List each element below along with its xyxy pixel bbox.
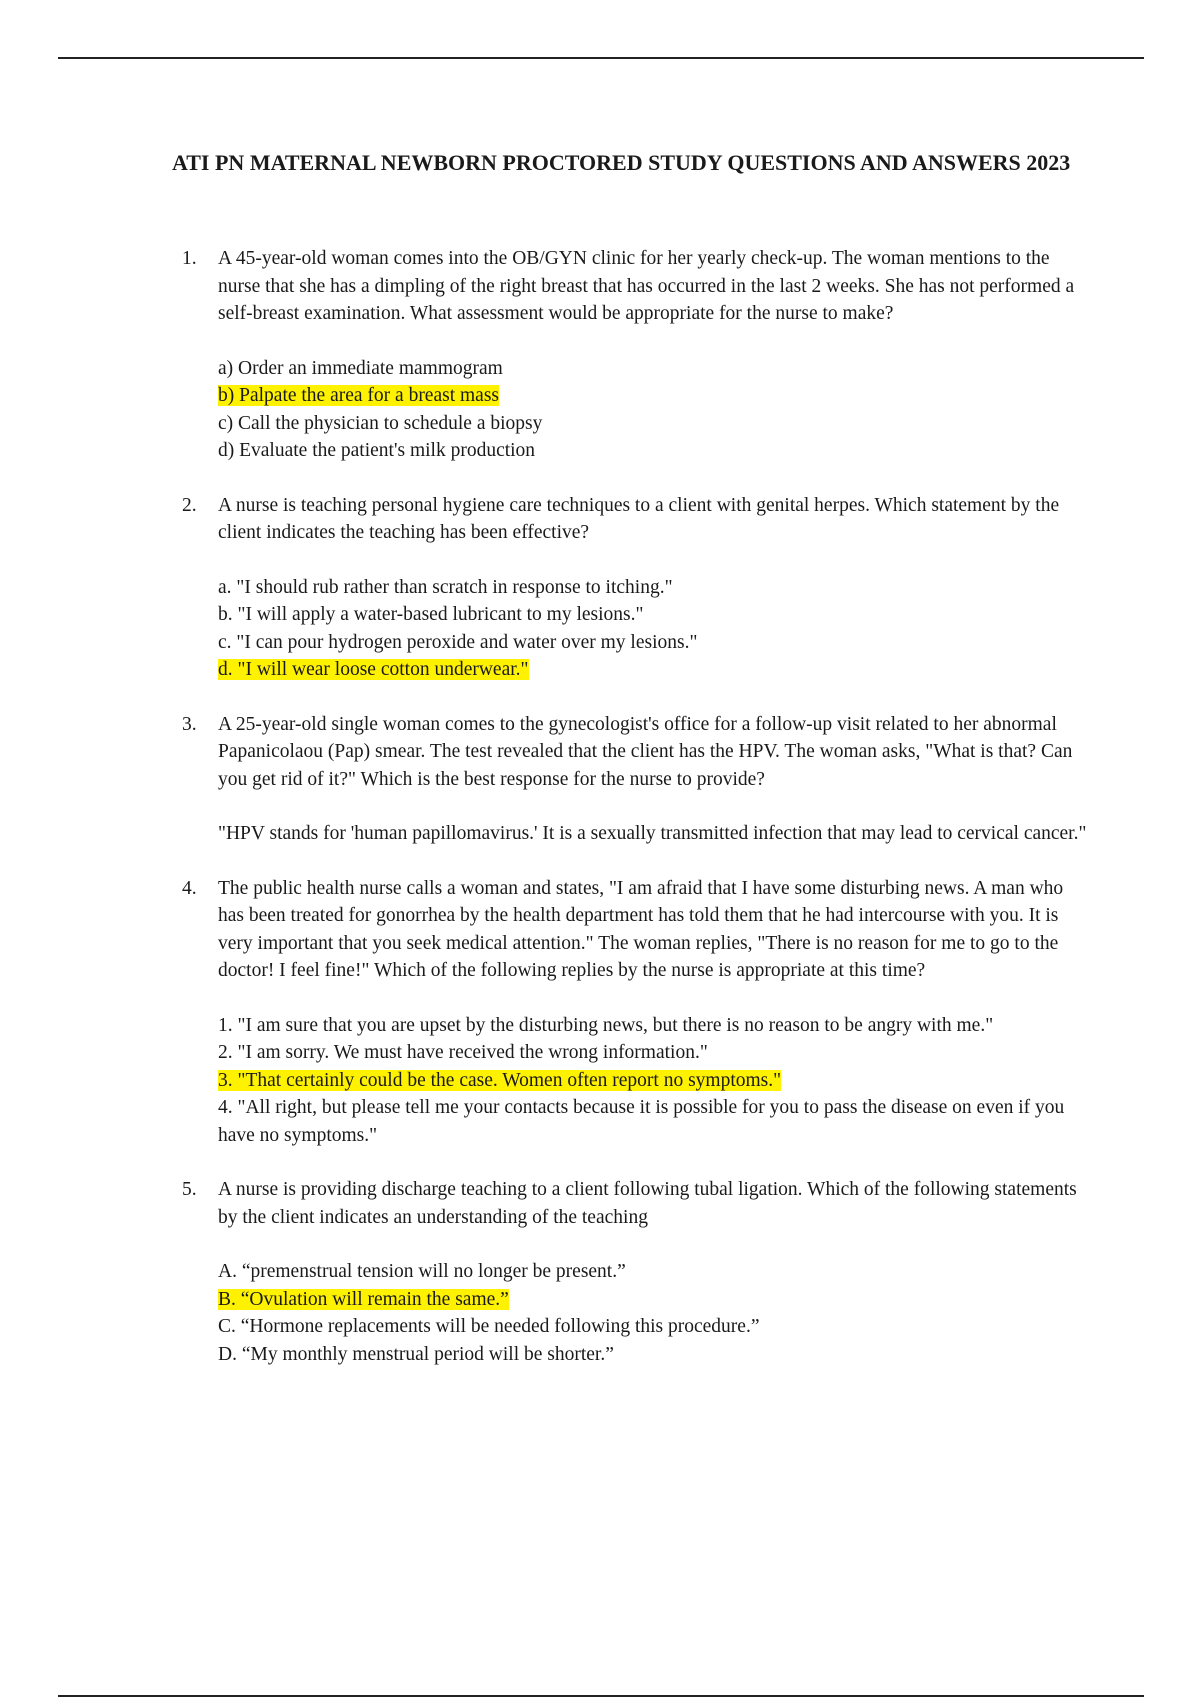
answer-option: a) Order an immediate mammogram <box>218 357 503 379</box>
answer-option: a. "I should rub rather than scratch in response to itching." <box>218 576 673 598</box>
answer-option: 1. "I am sure that you are upset by the disturbing news, but there is no reason to be angry with me." <box>218 1014 994 1036</box>
answer-option: 2. "I am sorry. We must have received the wrong information." <box>218 1042 708 1063</box>
answer-option: A. “premenstrual tension will no longer be present.” <box>218 1261 626 1282</box>
answer-option: 4. "All right, but please tell me your contacts because it is possible for you to pass the disease on even if you have no symptoms." <box>218 1097 1065 1146</box>
question-2 <box>172 492 1092 711</box>
answer-option: d) Evaluate the patient's milk production <box>218 440 536 461</box>
question-number: 2. <box>182 494 197 516</box>
answer-option-highlighted: d. "I will wear loose cotton underwear." <box>218 659 529 680</box>
question-4 <box>172 875 1092 1177</box>
answer-option: c) Call the physician to schedule a biopsy <box>218 412 543 434</box>
question-text: A 45-year-old woman comes into the OB/GYN clinic for her yearly check-up. The woman mentions to the nurse that she has a dimpling of the right breast that has occurred in the last 2 weeks. She has not performed a self-breast examination. What assessment would be appropriate for the nurse to make? <box>218 248 1075 324</box>
question-number: 5. <box>182 1179 197 1200</box>
question-list <box>172 245 1092 1368</box>
question-text: A nurse is providing discharge teaching to a client following tubal ligation. Which of the following statements by the client indicates an understanding of the teaching <box>218 1179 1077 1228</box>
answer-option: D. “My monthly menstrual period will be shorter.” <box>218 1343 614 1365</box>
answer-options <box>218 355 1092 465</box>
question-number: 3. <box>182 713 197 735</box>
question-5 <box>172 1176 1092 1368</box>
answer-option-highlighted: b) Palpate the area for a breast mass <box>218 385 499 406</box>
question-1 <box>172 245 1092 492</box>
question-number: 1. <box>182 248 197 269</box>
question-text: A 25-year-old single woman comes to the gynecologist's office for a follow-up visit related to her abnormal Papanicolaou (Pap) smear. The test revealed that the client has the HPV. The woman asks, "What is that? Can you get rid of it?" Which is the best response for the nurse to provide? <box>218 713 1073 790</box>
question-text: A nurse is teaching personal hygiene care techniques to a client with genital herpes. Which statement by the client indicates the teaching has been effective? <box>218 494 1060 543</box>
question-3 <box>172 711 1092 875</box>
answer-option-highlighted: B. “Ovulation will remain the same.” <box>218 1288 509 1310</box>
answer-text: "HPV stands for 'human papillomavirus.' It is a sexually transmitted infection that may lead to cervical cancer." <box>218 823 1087 844</box>
document-title: ATI PN MATERNAL NEWBORN PROCTORED STUDY QUESTIONS AND ANSWERS 2023 <box>172 150 1071 175</box>
question-text: The public health nurse calls a woman and states, "I am afraid that I have some disturbing news. A man who has been treated for gonorrhea by the health department has told them that he had intercourse with you. It is very important that you seek medical attention." The woman replies, "There is no reason for me to go to the doctor! I feel fine!" Which of the following replies by the nurse is appropriate at this time? <box>218 877 1064 981</box>
question-number: 4. <box>182 877 197 899</box>
answer-option: C. “Hormone replacements will be needed following this procedure.” <box>218 1316 760 1337</box>
bottom-rule <box>58 1695 1144 1697</box>
answer-option-highlighted: 3. "That certainly could be the case. Women often report no symptoms." <box>218 1069 782 1091</box>
answer-options <box>218 1012 1092 1150</box>
answer-options <box>218 574 1092 684</box>
answer-option: c. "I can pour hydrogen peroxide and water over my lesions." <box>218 631 698 653</box>
answer-options <box>218 1258 1092 1368</box>
answer-option: b. "I will apply a water-based lubricant to my lesions." <box>218 604 644 625</box>
top-rule <box>58 57 1144 59</box>
